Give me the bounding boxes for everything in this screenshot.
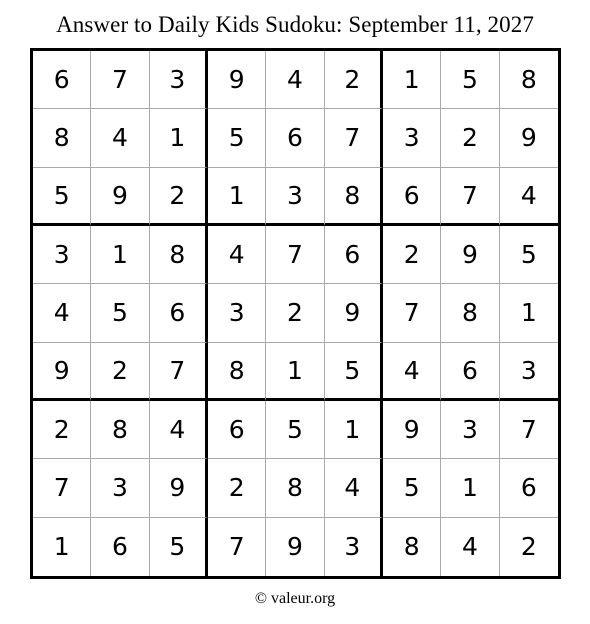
sudoku-cell: 4	[266, 51, 324, 109]
sudoku-cell: 4	[208, 226, 266, 284]
sudoku-cell: 7	[500, 401, 558, 459]
sudoku-cell: 1	[325, 401, 383, 459]
sudoku-cell: 5	[91, 284, 149, 342]
sudoku-cell: 2	[383, 226, 441, 284]
sudoku-cell: 4	[500, 168, 558, 226]
sudoku-cell: 5	[208, 109, 266, 167]
sudoku-cell: 7	[208, 518, 266, 576]
sudoku-cell: 7	[91, 51, 149, 109]
sudoku-cell: 3	[208, 284, 266, 342]
sudoku-cell: 3	[150, 51, 208, 109]
sudoku-cell: 9	[150, 459, 208, 517]
sudoku-cell: 7	[33, 459, 91, 517]
sudoku-cell: 2	[208, 459, 266, 517]
sudoku-cell: 1	[441, 459, 499, 517]
sudoku-cell: 9	[325, 284, 383, 342]
sudoku-cell: 2	[520, 532, 537, 562]
sudoku-cell: 5	[325, 343, 383, 401]
sudoku-cell: 1	[383, 51, 441, 109]
sudoku-cell: 3	[33, 226, 91, 284]
sudoku-cell: 8	[208, 343, 266, 401]
sudoku-cell: 5	[500, 226, 558, 284]
sudoku-cell: 9	[500, 109, 558, 167]
sudoku-cell: 7	[383, 284, 441, 342]
sudoku-cell: 2	[150, 168, 208, 226]
sudoku-cell: 1	[500, 284, 558, 342]
sudoku-cell: 9	[441, 226, 499, 284]
sudoku-cell: 3	[500, 343, 558, 401]
sudoku-cell: 2	[266, 284, 324, 342]
sudoku-cell: 9	[383, 401, 441, 459]
sudoku-cell: 8	[383, 518, 441, 576]
sudoku-cell: 6	[150, 284, 208, 342]
sudoku-cell: 8	[325, 168, 383, 226]
sudoku-cell: 6	[33, 51, 91, 109]
sudoku-cell: 4	[150, 401, 208, 459]
sudoku-cell: 2	[325, 51, 383, 109]
sudoku-cell: 1	[150, 109, 208, 167]
sudoku-cell: 9	[33, 343, 91, 401]
sudoku-cell: 7	[150, 343, 208, 401]
sudoku-cell: 2	[91, 343, 149, 401]
sudoku-cell: 8	[33, 109, 91, 167]
sudoku-cell: 8	[266, 459, 324, 517]
sudoku-cell: 6	[91, 518, 149, 576]
sudoku-cell: 5	[266, 401, 324, 459]
sudoku-cell: 1	[33, 518, 91, 576]
sudoku-cell: 9	[91, 168, 149, 226]
sudoku-cell: 8	[91, 401, 149, 459]
puzzle-title: Answer to Daily Kids Sudoku: September 11, 2027	[56, 12, 534, 37]
sudoku-cell: 7	[441, 168, 499, 226]
sudoku-cell: 6	[325, 226, 383, 284]
sudoku-grid	[30, 48, 561, 579]
sudoku-cell: 6	[383, 168, 441, 226]
sudoku-cell: 9	[266, 518, 324, 576]
sudoku-cell: 5	[441, 51, 499, 109]
sudoku-cell: 7	[325, 109, 383, 167]
sudoku-cell: 6	[266, 109, 324, 167]
sudoku-cell: 1	[266, 343, 324, 401]
sudoku-cell: 8	[441, 284, 499, 342]
sudoku-cell: 2	[33, 401, 91, 459]
copyright-footer: © valeur.org	[254, 590, 336, 607]
sudoku-cell: 4	[91, 109, 149, 167]
sudoku-cell: 9	[208, 51, 266, 109]
sudoku-cell: 4	[33, 284, 91, 342]
sudoku-cell: 3	[266, 168, 324, 226]
sudoku-cell: 4	[441, 518, 499, 576]
sudoku-cell: 5	[33, 168, 91, 226]
sudoku-cell: 5	[383, 459, 441, 517]
sudoku-cell: 6	[500, 459, 558, 517]
sudoku-cell: 8	[500, 51, 558, 109]
sudoku-cell: 3	[91, 459, 149, 517]
sudoku-cell: 1	[208, 168, 266, 226]
sudoku-cell: 5	[150, 518, 208, 576]
sudoku-cell: 4	[383, 343, 441, 401]
sudoku-cell: 6	[208, 401, 266, 459]
sudoku-cell: 3	[383, 109, 441, 167]
sudoku-cell: 6	[441, 343, 499, 401]
sudoku-cell: 3	[325, 518, 383, 576]
sudoku-cell: 8	[150, 226, 208, 284]
sudoku-cell: 2	[441, 109, 499, 167]
sudoku-cell: 1	[91, 226, 149, 284]
sudoku-cell: 7	[266, 226, 324, 284]
sudoku-cell: 4	[325, 459, 383, 517]
sudoku-cell: 3	[441, 401, 499, 459]
